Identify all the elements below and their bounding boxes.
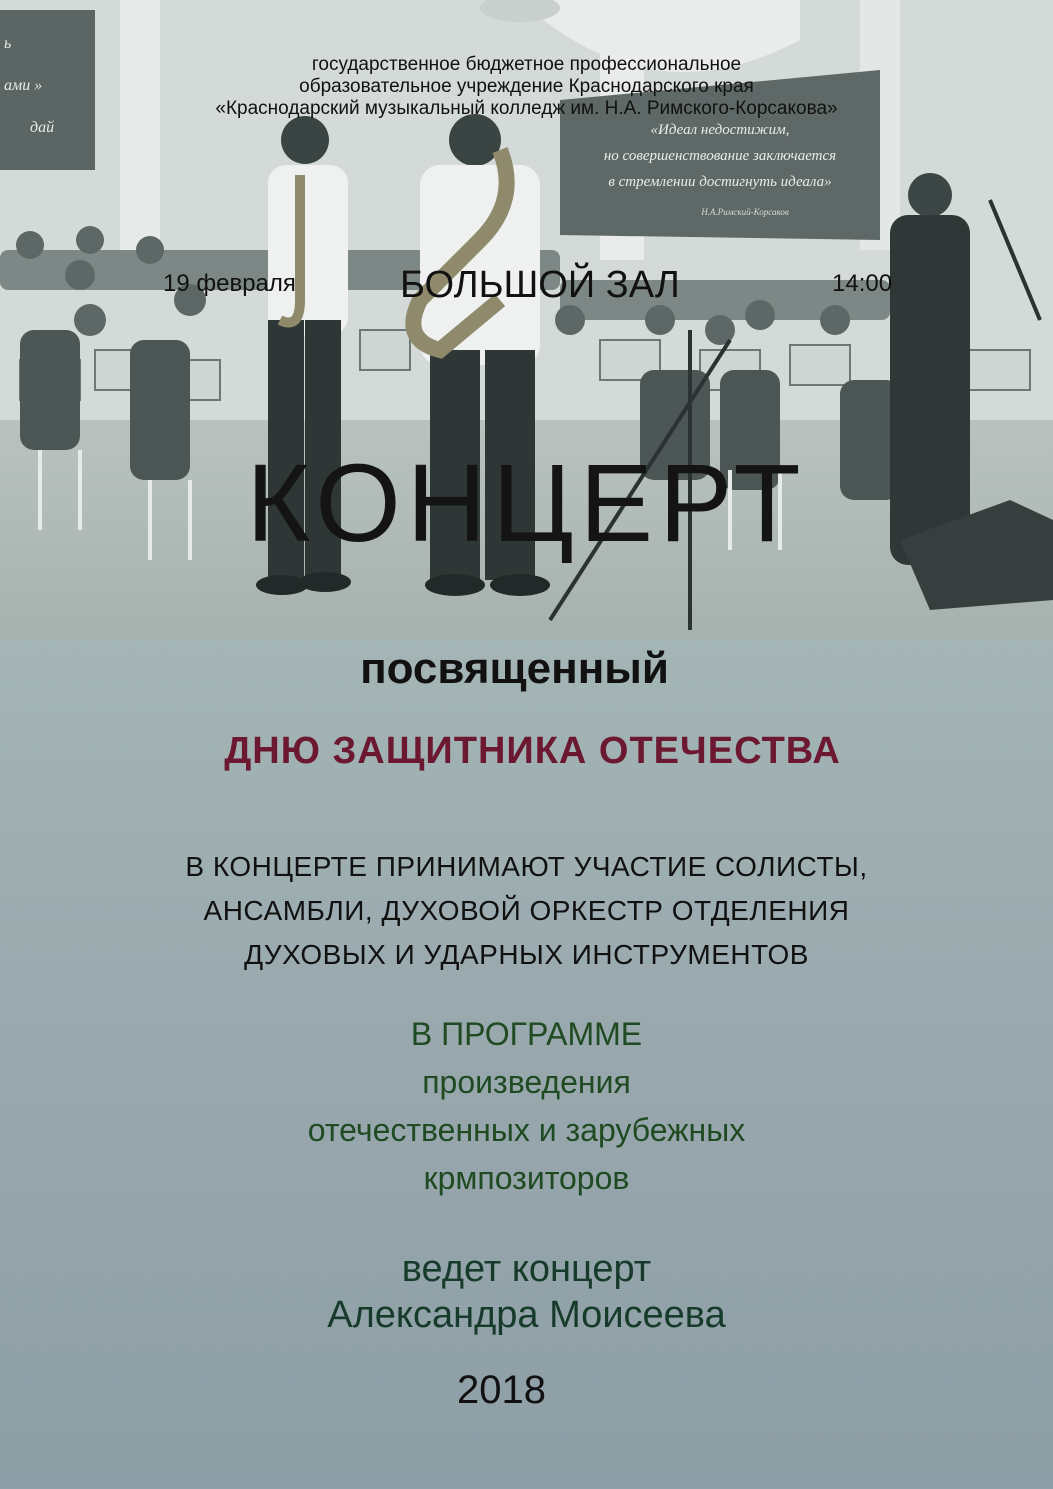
left-banner-text-2: ами » — [4, 77, 43, 94]
institution-header — [0, 54, 1053, 120]
header-line-1: государственное бюджетное профессиональное — [311, 54, 742, 75]
holiday-name: ДНЮ ЗАЩИТНИКА ОТЕЧЕСТВА — [224, 730, 841, 772]
header-line-2: образовательное учреждение Краснодарского края — [299, 76, 754, 97]
program-line-2: отечественных и зарубежных — [307, 1112, 746, 1148]
event-year: 2018 — [457, 1368, 546, 1412]
left-banner-text-3: дай — [30, 119, 55, 136]
program-block — [0, 1010, 1053, 1202]
host-block — [0, 1246, 1053, 1338]
quote-line-3: в стремлении достигнуть идеала» — [608, 174, 832, 190]
concert-title: КОНЦЕРТ — [246, 442, 807, 565]
host-label: ведет концерт — [401, 1248, 652, 1290]
header-line-3: «Краснодарский музыкальный колледж им. Н.А. Римского-Корсакова» — [215, 98, 838, 119]
program-heading: В ПРОГРАММЕ — [410, 1016, 643, 1052]
participants-block — [0, 845, 1053, 977]
quote-signature: Н.А.Римский-Корсаков — [701, 207, 789, 217]
left-banner-text-1: ь — [4, 35, 12, 52]
dedicated-text: посвященный — [360, 644, 669, 693]
program-line-3: крмпозиторов — [423, 1160, 630, 1196]
host-name: Александра Моисеева — [327, 1294, 726, 1336]
quote-line-2: но совершенствование заключается — [603, 148, 837, 164]
participants-line-2: АНСАМБЛИ, ДУХОВОЙ ОРКЕСТР ОТДЕЛЕНИЯ — [203, 895, 850, 926]
event-date: 19 февраля — [163, 270, 296, 297]
participants-line-1: В КОНЦЕРТЕ ПРИНИМАЮТ УЧАСТИЕ СОЛИСТЫ, — [185, 851, 868, 882]
event-time: 14:00 — [832, 270, 893, 297]
event-hall: БОЛЬШОЙ ЗАЛ — [400, 264, 680, 306]
quote-line-1: «Идеал недостижим, — [650, 122, 790, 138]
program-line-1: произведения — [422, 1064, 631, 1100]
participants-line-3: ДУХОВЫХ И УДАРНЫХ ИНСТРУМЕНТОВ — [244, 939, 809, 970]
